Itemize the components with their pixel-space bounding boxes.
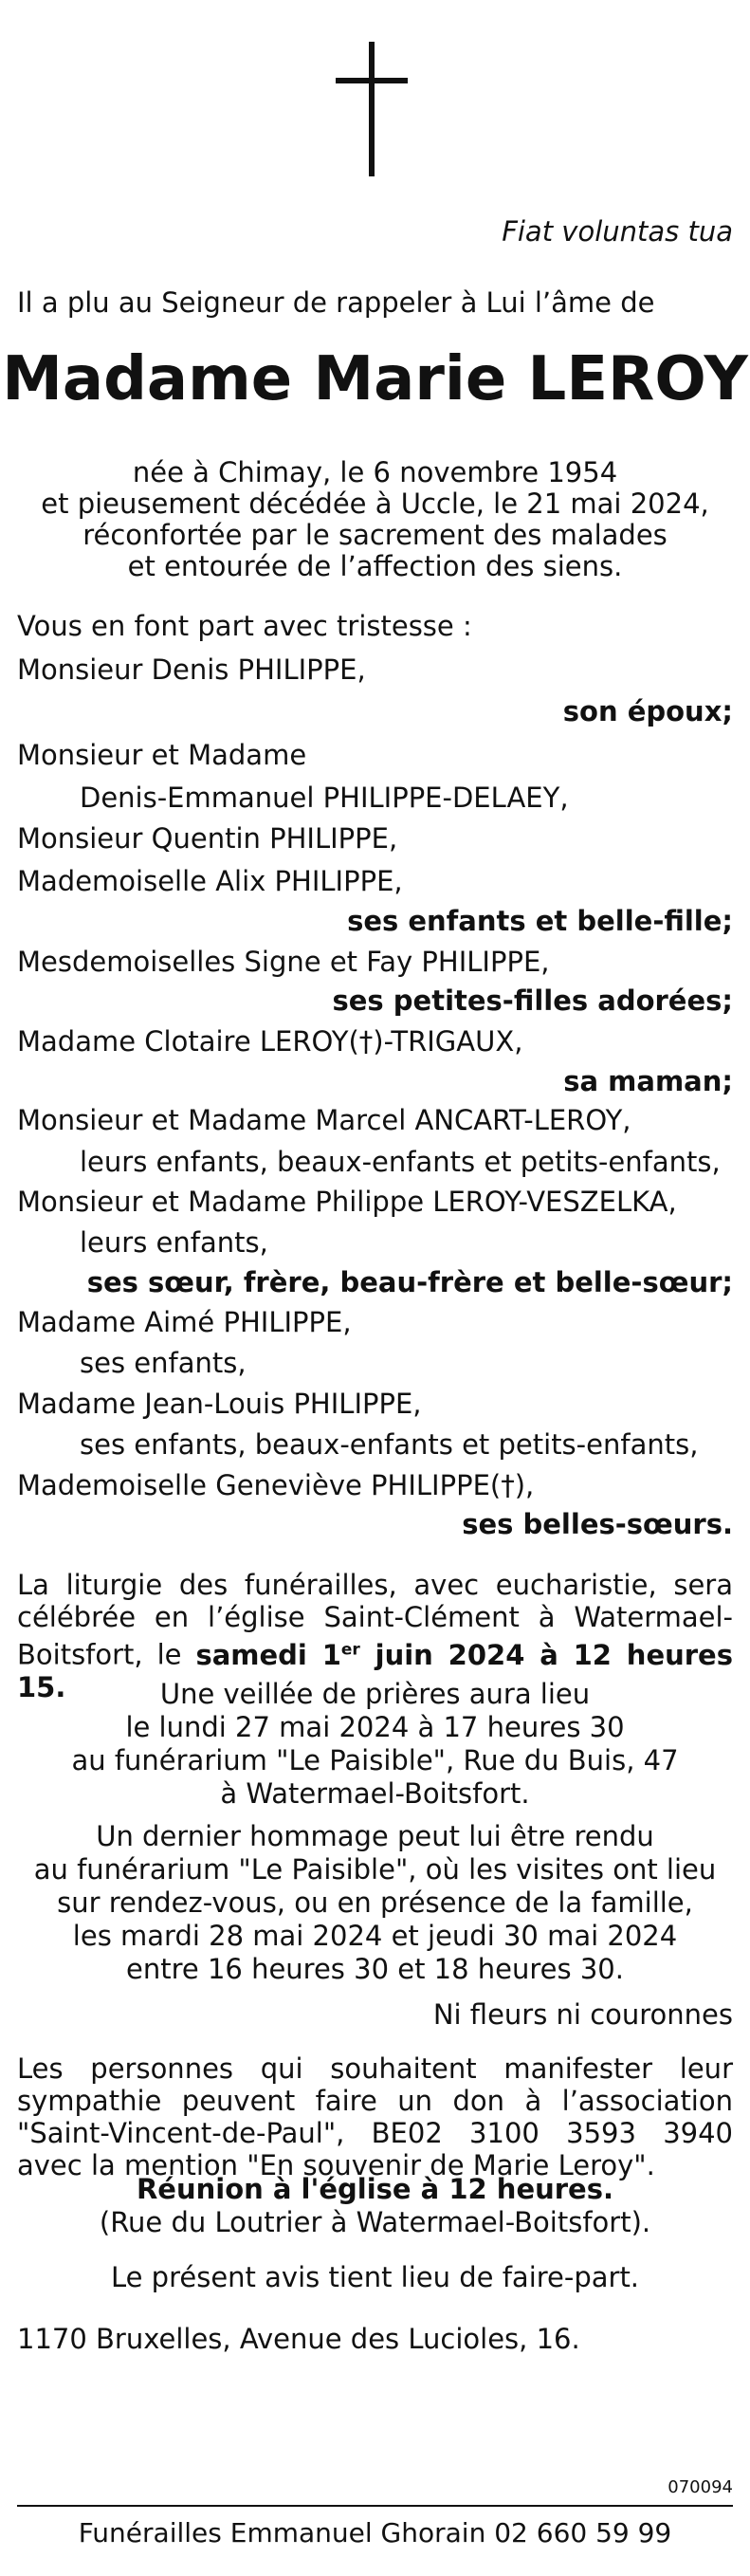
relation-label: ses enfants et belle-fille; (347, 905, 733, 937)
family-member: Madame Clotaire LEROY(†)-TRIGAUX, (17, 1025, 523, 1058)
visits-line: au funérarium "Le Paisible", où les visites ont lieu (33, 1853, 717, 1886)
family-member: Monsieur et Madame Marcel ANCART-LEROY, (17, 1104, 631, 1136)
family-member: Denis-Emmanuel PHILIPPE-DELAEY, (80, 782, 569, 814)
notice-text: Le présent avis tient lieu de faire-part. (110, 2261, 640, 2293)
visits-line: sur rendez-vous, ou en présence de la famille, (57, 1886, 693, 1919)
family-member: Monsieur Quentin PHILIPPE, (17, 822, 398, 855)
footer-divider (17, 2505, 733, 2507)
cross-icon (336, 42, 408, 176)
liturgy-date: samedi 1er juin 2024 à 12 heures 15. (17, 1638, 733, 1703)
relation-label: ses belles-sœurs. (462, 1508, 733, 1540)
family-member: leurs enfants, beaux-enfants et petits-enfants, (80, 1146, 721, 1178)
reference-number: 070094 (668, 2477, 733, 2497)
donation-paragraph: Les personnes qui souhaitent manifester leur sympathie peuvent faire un don à l’association "Saint-Vincent-de-Paul", BE02 3100 3593 3940 avec la mention "En souvenir de Marie Leroy". (17, 2052, 733, 2181)
family-member: Madame Jean-Louis PHILIPPE, (17, 1388, 422, 1420)
vigil-line: au funérarium "Le Paisible", Rue du Buis, 47 (71, 1744, 679, 1776)
bio-line: réconfortée par le sacrement des malades (82, 519, 668, 551)
flowers-note: Ni fleurs ni couronnes (432, 1998, 733, 2031)
family-member: Monsieur et Madame (17, 739, 307, 771)
bio-line: née à Chimay, le 6 novembre 1954 (132, 456, 618, 488)
liturgy-text: La liturgie des funérailles, avec eucharistie, sera célébrée en l’église Saint-Clément à Watermael-Boitsfort, le (17, 1569, 733, 1671)
visits-line: entre 16 heures 30 et 18 heures 30. (126, 1953, 624, 1985)
bio-line: et entourée de l’affection des siens. (127, 550, 623, 582)
family-member: Madame Aimé PHILIPPE, (17, 1306, 352, 1338)
family-intro: Vous en font part avec tristesse : (17, 610, 472, 642)
family-member: Monsieur Denis PHILIPPE, (17, 653, 366, 686)
vigil-line: Une veillée de prières aura lieu (159, 1678, 591, 1710)
family-member: ses enfants, beaux-enfants et petits-enfants, (80, 1428, 699, 1461)
relation-label: ses petites-filles adorées; (332, 984, 733, 1017)
family-member: Mademoiselle Geneviève PHILIPPE(†), (17, 1469, 535, 1501)
family-member: Mademoiselle Alix PHILIPPE, (17, 865, 403, 897)
relation-label: son époux; (562, 695, 733, 727)
meeting-title: Réunion à l'église à 12 heures. (136, 2173, 614, 2205)
relation-label: ses sœur, frère, beau-frère et belle-sœur; (86, 1266, 733, 1298)
family-member: Mesdemoiselles Signe et Fay PHILIPPE, (17, 946, 550, 978)
deceased-name: Madame Marie LEROY (2, 344, 748, 414)
vigil-line: à Watermael-Boitsfort. (220, 1777, 530, 1810)
motto: Fiat voluntas tua (502, 215, 733, 248)
family-member: leurs enfants, (80, 1226, 268, 1259)
intro-text: Il a plu au Seigneur de rappeler à Lui l’âme de (17, 286, 655, 319)
bio-line: et pieusement décédée à Uccle, le 21 mai 2024, (41, 488, 709, 520)
relation-label: sa maman; (563, 1065, 733, 1097)
meeting-address: (Rue du Loutrier à Watermael-Boitsfort). (99, 2206, 651, 2238)
visits-line: Un dernier hommage peut lui être rendu (96, 1820, 654, 1852)
funeral-home: Funérailles Emmanuel Ghorain 02 660 59 99 (78, 2517, 672, 2548)
family-member: ses enfants, (80, 1347, 247, 1379)
vigil-line: le lundi 27 mai 2024 à 17 heures 30 (125, 1711, 625, 1743)
visits-line: les mardi 28 mai 2024 et jeudi 30 mai 2024 (72, 1920, 678, 1952)
family-member: Monsieur et Madame Philippe LEROY-VESZELKA, (17, 1186, 677, 1218)
family-address: 1170 Bruxelles, Avenue des Lucioles, 16. (17, 2323, 580, 2355)
